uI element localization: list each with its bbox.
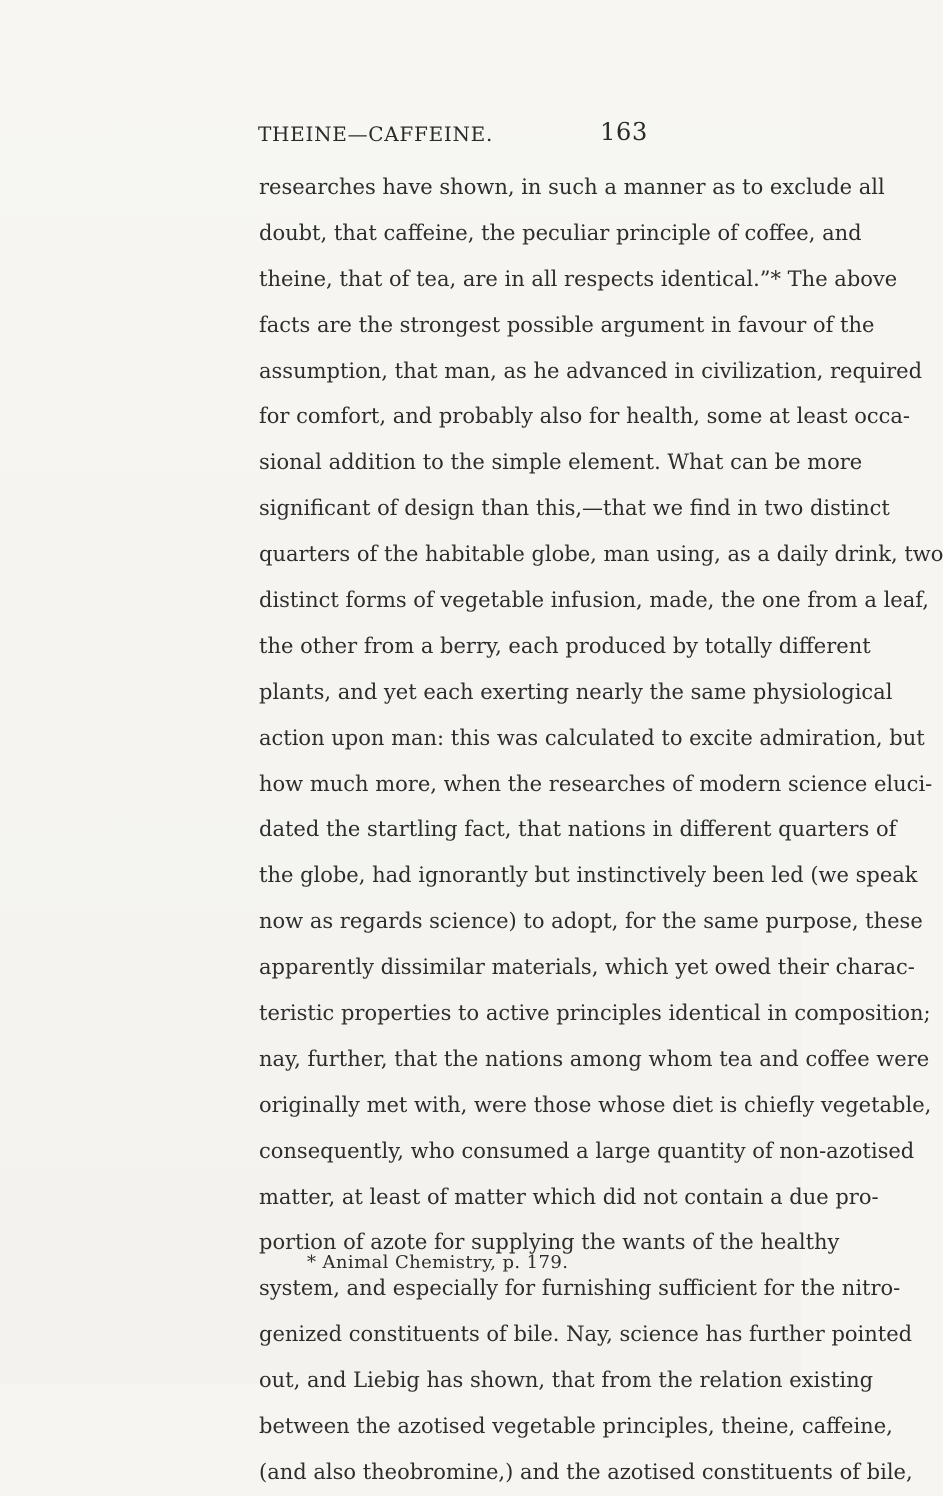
text-line: sional addition to the simple element. What can be more [259, 450, 863, 475]
text-line: how much more, when the researches of modern science eluci- [259, 771, 933, 796]
text-line: action upon man: this was calculated to excite admiration, but [259, 725, 925, 750]
text-line: plants, and yet each exerting nearly the same physiological [259, 679, 893, 704]
text-line: originally met with, were those whose diet is chiefly vegetable, [259, 1092, 932, 1117]
text-line: consequently, who consumed a large quantity of non-azotised [259, 1138, 915, 1163]
text-line: teristic properties to active principles identical in composition; [259, 1001, 931, 1026]
text-line: (and also theobromine,) and the azotised constituents of bile, [259, 1459, 913, 1484]
text-line: portion of azote for supplying the wants of the healthy [259, 1230, 840, 1255]
text-line: matter, at least of matter which did not contain a due pro- [259, 1184, 879, 1209]
page-number: 163 [600, 118, 648, 146]
text-line: distinct forms of vegetable infusion, made, the one from a leaf, [259, 588, 929, 613]
text-line: apparently dissimilar materials, which yet owed their charac- [259, 955, 915, 980]
text-line: between the azotised vegetable principles, theine, caffeine, [259, 1414, 893, 1439]
text-line: nay, further, that the nations among whom tea and coffee were [259, 1046, 930, 1071]
text-line: significant of design than this,—that we find in two distinct [259, 496, 890, 521]
text-line: researches have shown, in such a manner as to exclude all [259, 175, 885, 199]
text-line: now as regards science) to adopt, for the same purpose, these [259, 909, 923, 934]
running-title: THEINE—CAFFEINE. [258, 122, 494, 146]
text-line: quarters of the habitable globe, man using, as a daily drink, two [259, 542, 943, 567]
text-line: theine, that of tea, are in all respects identical.”* The above [259, 266, 898, 291]
text-line: out, and Liebig has shown, that from the relation existing [259, 1368, 874, 1393]
footnote: * Animal Chemistry, p. 179. [307, 1252, 569, 1273]
text-line: assumption, that man, as he advanced in civilization, required [259, 358, 923, 383]
body-text [259, 165, 943, 1496]
text-line: for comfort, and probably also for health, some at least occa- [259, 404, 911, 429]
text-line: dated the startling fact, that nations in different quarters of [259, 817, 897, 842]
text-line: the other from a berry, each produced by totally different [259, 633, 871, 658]
text-line: facts are the strongest possible argument in favour of the [259, 312, 875, 337]
text-line: system, and especially for furnishing sufficient for the nitro- [259, 1276, 901, 1301]
running-head [258, 118, 648, 156]
text-line: genized constituents of bile. Nay, science has further pointed [259, 1322, 913, 1347]
text-line: doubt, that caffeine, the peculiar principle of coffee, and [259, 220, 862, 245]
text-line: the globe, had ignorantly but instinctively been led (we speak [259, 863, 918, 888]
